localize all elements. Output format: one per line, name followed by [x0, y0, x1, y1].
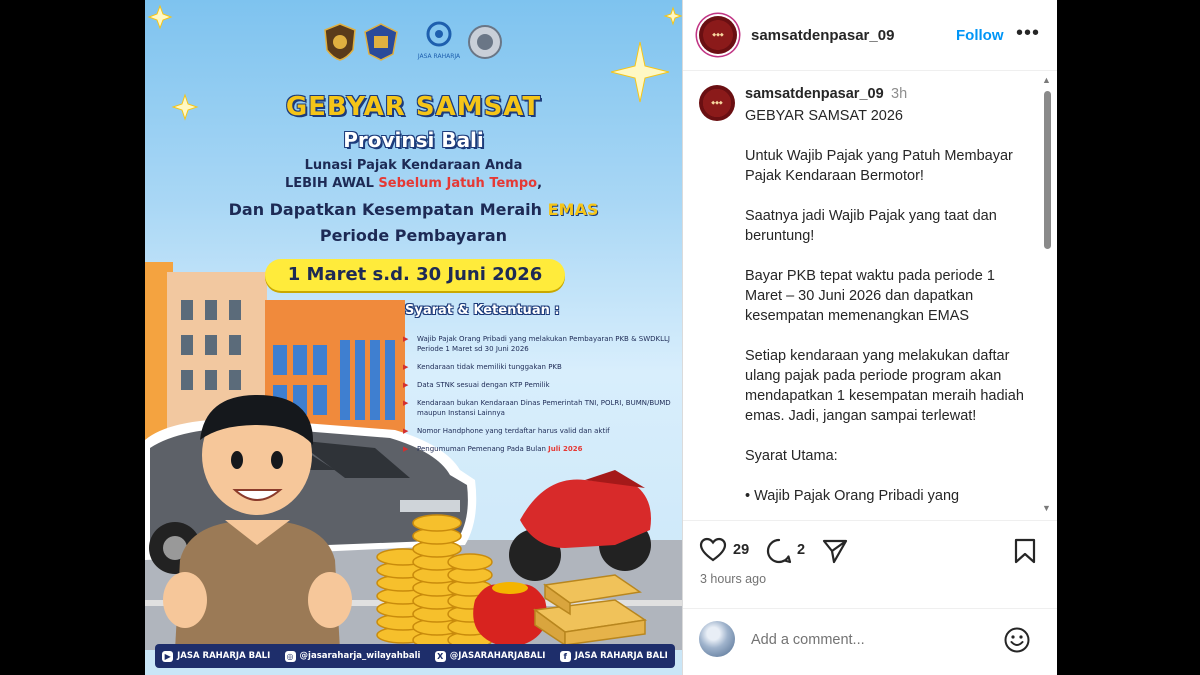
- comment-count[interactable]: 2: [797, 542, 806, 558]
- term-item: ▶ Wajib Pajak Orang Pribadi yang melakukan Pembayaran PKB & SWDKLLJ Periode 1 Maret sd 30 Juni 2026: [403, 334, 675, 354]
- poster-title: GEBYAR SAMSAT: [285, 92, 542, 122]
- term-item: ▶ Kendaraan bukan Kendaraan Dinas Pemerintah TNI, POLRI, BUMN/BUMD maupun Instansi Lainnya: [403, 398, 675, 418]
- scroll-up-arrow-icon[interactable]: ▲: [1042, 75, 1051, 85]
- post-details-panel: [682, 0, 1057, 675]
- term-item: ▶ Pengumuman Pemenang Pada Bulan Juli 2026: [403, 444, 675, 454]
- poster-line-2: LEBIH AWAL Sebelum Jatuh Tempo,: [284, 176, 543, 191]
- post-image[interactable]: [145, 0, 682, 675]
- post-actions: [683, 520, 1057, 609]
- emoji-icon[interactable]: [1003, 626, 1031, 654]
- poster-line-4: Periode Pembayaran: [319, 226, 508, 245]
- youtube-icon: ▶: [162, 651, 173, 662]
- share-icon[interactable]: [821, 537, 849, 565]
- comment-input[interactable]: [749, 627, 993, 653]
- term-item: ▶ Kendaraan tidak memiliki tunggakan PKB: [403, 362, 675, 372]
- caption-text: GEBYAR SAMSAT 2026 Untuk Wajib Pajak yang Patuh Membayar Pajak Kendaraan Bermotor! Saatnya jadi Wajib Pajak yang taat dan beruntung! Bayar PKB tepat waktu pada periode 1 Maret – 30 Juni 2026 dan dapatkan kesempatan memenangkan EMAS Setiap kendaraan yang melakukan daftar ulang pajak pada periode program akan mendapatkan 1 kesempatan meraih hadiah emas. Jadi, jangan sampai terlewat! Syarat Utama: • Wajib Pajak Orang Pribadi yang: [745, 108, 1024, 504]
- caption-author-avatar[interactable]: ◆◆◆: [699, 85, 735, 121]
- jasa-raharja-logo: [415, 20, 463, 64]
- terms-title: Syarat & Ketentuan :: [405, 303, 560, 318]
- comment-icon[interactable]: [765, 537, 793, 565]
- post-header: [683, 0, 1057, 71]
- social-instagram: ◎ @jasaraharja_wilayahbali: [286, 651, 421, 661]
- poster-subtitle: Provinsi Bali: [343, 128, 484, 152]
- instagram-post-modal: [145, 0, 1057, 675]
- poster-line-3: Dan Dapatkan Kesempatan Meraih EMAS: [228, 200, 599, 219]
- terms-list: [403, 334, 675, 462]
- svg-text:JASA RAHARJA: JASA RAHARJA: [417, 53, 461, 60]
- author-avatar[interactable]: ◆◆◆: [699, 16, 737, 54]
- follow-button[interactable]: Follow: [956, 27, 1004, 44]
- more-options-icon[interactable]: •••: [1016, 22, 1041, 44]
- add-comment-bar: [683, 608, 1057, 675]
- like-count[interactable]: 29: [733, 542, 750, 558]
- caption-timestamp: 3h: [891, 86, 908, 102]
- caption-username[interactable]: samsatdenpasar_09: [745, 86, 884, 102]
- dishub-logo: [467, 22, 503, 62]
- caption-scroll-area[interactable]: [683, 71, 1057, 519]
- post-age[interactable]: 3 hours ago: [700, 572, 767, 586]
- facebook-icon: f: [560, 651, 571, 662]
- current-user-avatar: [699, 621, 735, 657]
- bookmark-icon[interactable]: [1013, 537, 1037, 565]
- social-footer: [155, 644, 675, 668]
- poster-line-1: Lunasi Pajak Kendaraan Anda: [304, 158, 523, 173]
- social-youtube: ▶ JASA RAHARJA BALI: [162, 651, 270, 662]
- instagram-icon: ◎: [285, 651, 296, 662]
- police-logo: [322, 22, 358, 62]
- poster-date-range: 1 Maret s.d. 30 Juni 2026: [265, 259, 565, 291]
- x-icon: X: [435, 651, 446, 662]
- scrollbar-thumb[interactable]: [1044, 91, 1051, 249]
- bali-province-logo: [363, 22, 399, 62]
- term-item: ▶ Nomor Handphone yang terdaftar harus valid dan aktif: [403, 426, 675, 436]
- scroll-down-arrow-icon[interactable]: ▼: [1042, 503, 1051, 513]
- term-item: ▶ Data STNK sesuai dengan KTP Pemilik: [403, 380, 675, 390]
- heart-icon[interactable]: [699, 537, 727, 563]
- caption-scrollbar[interactable]: [1040, 73, 1053, 519]
- author-username[interactable]: samsatdenpasar_09: [751, 27, 895, 44]
- social-x: X @JASARAHARJABALI: [435, 651, 546, 662]
- social-facebook: f JASA RAHARJA BALI: [560, 651, 668, 662]
